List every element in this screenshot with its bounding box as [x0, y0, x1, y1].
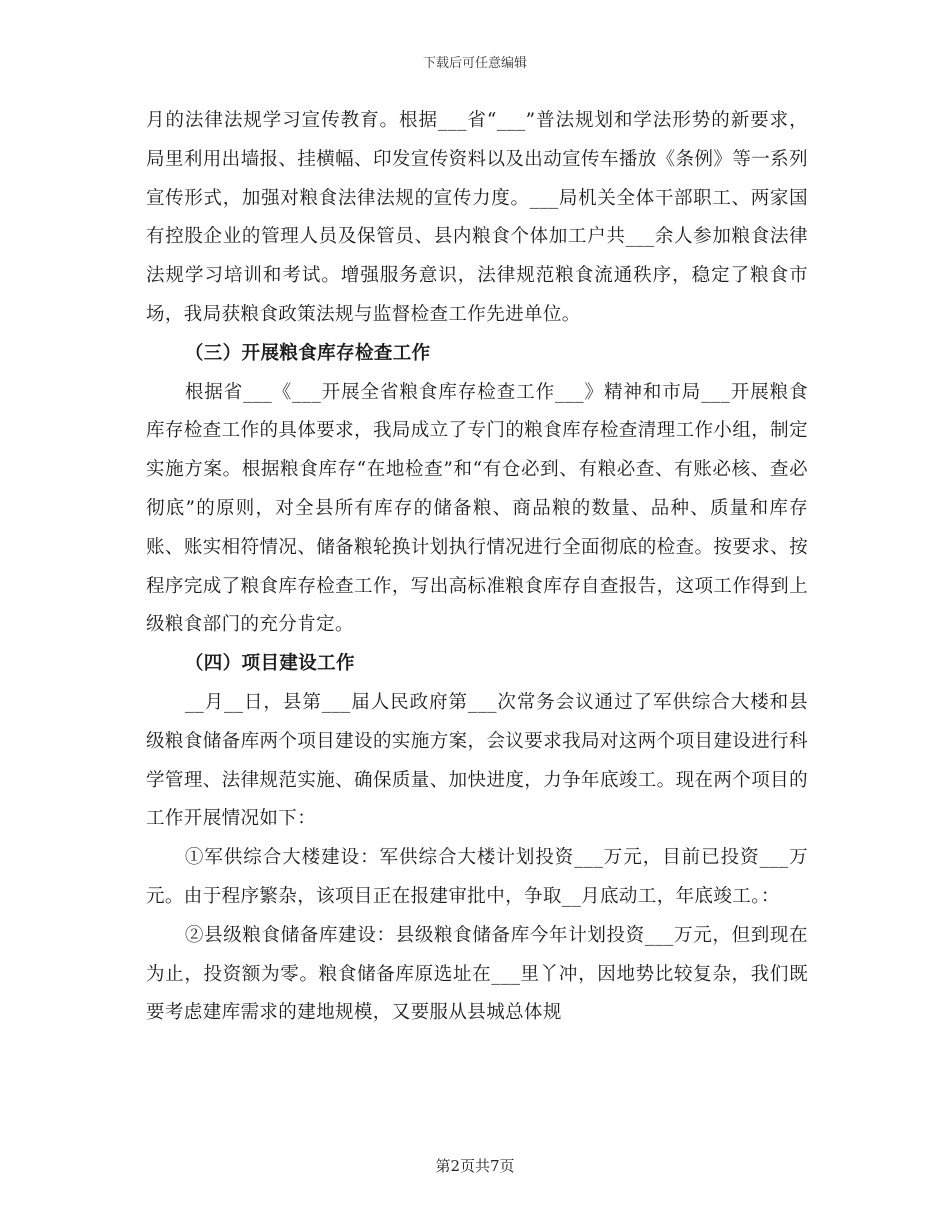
paragraph-grain-reserve: ②县级粮食储备库建设：县级粮食储备库今年计划投资___万元，但到现在为止，投资额为零。粮食储备库原选址在___里丫冲，因地势比较复杂，我们既要考虑建库需求的建地规模，又要服从县城总体规: [146, 924, 808, 1024]
section-heading-3: （三）开展粮食库存检查工作: [184, 342, 431, 364]
paragraph-continuation: 月的法律法规学习宣传教育。根据___省“___”普法规划和学法形势的新要求，局里利用出墙报、挂横幅、印发宣传资料以及出动宣传车播放《条例》等一系列宣传形式，加强对粮食法律法规的宣传力度。___局机关全体干部职工、两家国有控股企业的管理人员及保管员、县内粮食个体加工户共___余人参加粮食法律法规学习培训和考试。增强服务意识，法律规范粮食流通秩序，稳定了粮食市场，我局获粮食政策法规与监督检查工作先进单位。: [146, 110, 808, 325]
document-body: [146, 102, 808, 1033]
section-heading-4: （四）项目建设工作: [184, 653, 355, 675]
page-footer: 第2页共7页: [435, 1157, 515, 1175]
paragraph-military-building: ①军供综合大楼建设：军供综合大楼计划投资___万元，目前已投资___万元。由于程序繁杂，该项目正在报建审批中，争取__月底动工，年底竣工。：: [146, 847, 808, 907]
paragraph-project-meeting: __月__日，县第___届人民政府第___次常务会议通过了军供综合大楼和县级粮食储备库两个项目建设的实施方案，会议要求我局对这两个项目建设进行科学管理、法律规范实施、确保质量、加快进度，力争年底竣工。现在两个项目的工作开展情况如下：: [146, 691, 808, 830]
paragraph-inventory-check: 根据省___《___开展全省粮食库存检查工作___》精神和市局___开展粮食库存检查工作的具体要求，我局成立了专门的粮食库存检查清理工作小组，制定实施方案。根据粮食库存“在地检查”和“有仓必到、有粮必查、有账必核、查必彻底”的原则，对全县所有库存的储备粮、商品粮的数量、品种、质量和库存账、账实相符情况、储备粮轮换计划执行情况进行全面彻底的检查。按要求、按程序完成了粮食库存检查工作，写出高标准粮食库存自查报告，这项工作得到上级粮食部门的充分肯定。: [146, 381, 808, 636]
page-header: 下载后可任意编辑: [422, 56, 527, 71]
